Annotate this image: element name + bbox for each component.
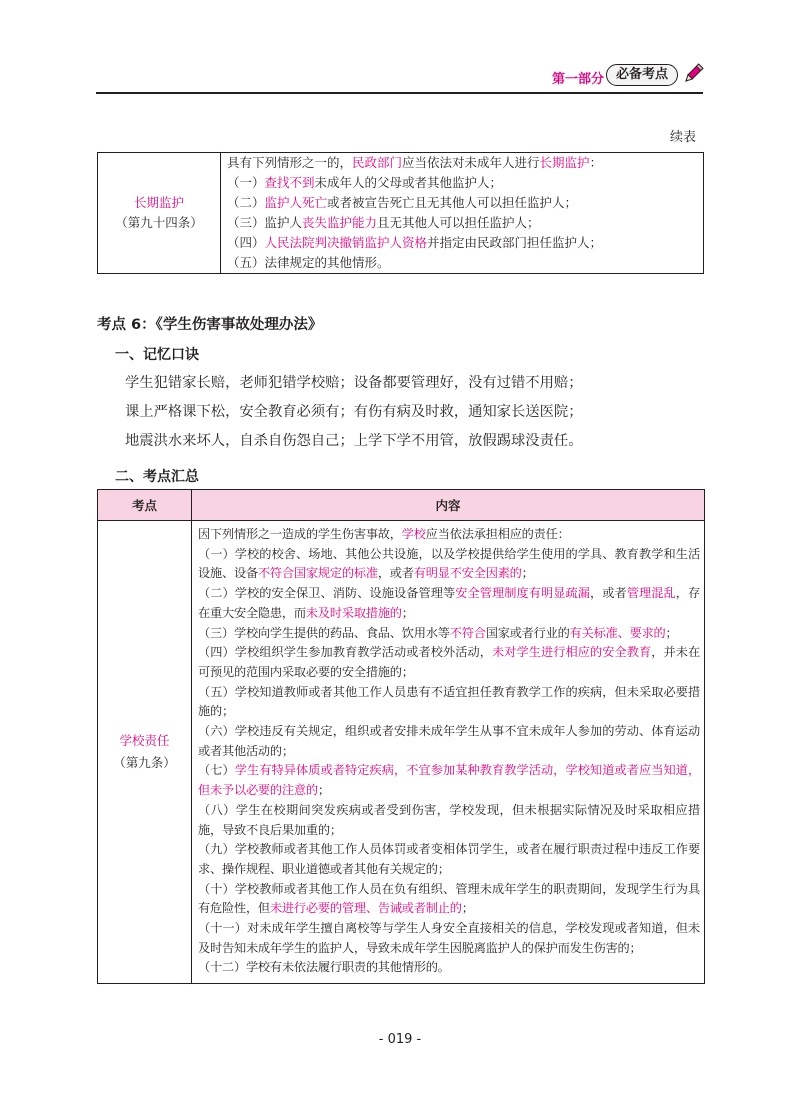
- text-segment: 具有下列情形之一的，: [227, 155, 353, 170]
- highlighted-text: 管理混乱: [626, 586, 676, 601]
- highlighted-text: 学校: [401, 527, 426, 541]
- mnemonic-line: 地震洪水来坏人，自杀自伤怨自己；上学下学不用管，放假踢球没责任。: [125, 433, 583, 449]
- pencil-icon: [682, 62, 704, 86]
- highlighted-text: 未及时采取措施的: [305, 605, 402, 620]
- content-paragraph: [198, 584, 700, 623]
- content-paragraph: [198, 722, 700, 761]
- highlighted-text: 长期监护: [539, 155, 590, 170]
- content-paragraph: [198, 624, 700, 644]
- text-segment: ；: [461, 901, 474, 916]
- column-header-topic: 考点: [98, 490, 192, 521]
- guardianship-table: [97, 152, 704, 274]
- text-segment: ；: [521, 566, 534, 581]
- highlighted-text: 不符合: [449, 625, 486, 640]
- content-paragraph: [198, 643, 700, 682]
- content-paragraph: [198, 761, 700, 800]
- text-segment: （四）: [227, 235, 265, 250]
- text-segment: ：: [589, 155, 603, 170]
- text-segment: （三）监护人: [227, 215, 303, 230]
- text-segment: ；: [317, 783, 330, 798]
- text-segment: （八）学生在校期间突发疾病或者受到伤害，学校发现，但未根据实际情况及时采取相应措施，导致不良后果加重的；: [198, 802, 700, 837]
- text-segment: （十一）对未成年学生擅自离校等与学生人身安全直接相关的信息，学校发现或者知道，但未及时告知未成年学生的监护人，导致未成年学生因脱离监护人的保护而发生伤害的；: [198, 921, 700, 955]
- text-segment: 并指定由民政部门担任监护人；: [427, 235, 603, 250]
- text-segment: （七）: [198, 763, 235, 778]
- highlighted-text: 有明显不安全因素的: [413, 566, 522, 581]
- content-line: [227, 253, 703, 273]
- text-segment: ，存在重大安全隐患，而: [198, 586, 700, 620]
- text-segment: （六）学校违反有关规定，组织或者安排未成年学生从事不宜未成年人参加的劳动、体育运动或者其他活动的；: [198, 724, 700, 758]
- content-paragraph: [198, 958, 700, 978]
- text-segment: 应当依法承担相应的责任：: [425, 527, 570, 541]
- guardianship-topic-cell: [98, 153, 221, 274]
- highlighted-text: 人民法院判决撤销监护人资格: [264, 235, 428, 250]
- text-segment: （十二）学校有未依法履行职责的其他情形的。: [198, 960, 450, 975]
- guardianship-article: （第九十四条）: [115, 215, 203, 230]
- header-badge: 必备考点: [606, 64, 678, 86]
- school-liability-topic-cell: [98, 521, 192, 984]
- guardianship-content: [221, 153, 704, 274]
- content-line: [227, 173, 703, 193]
- text-segment: 国家或者行业的: [485, 625, 570, 640]
- column-header-content: 内容: [192, 490, 705, 521]
- text-segment: （一）学校的校舍、场地、其他公共设施，以及学校提供给学生使用的学具、教育教学和生活设施、设备: [198, 546, 700, 581]
- text-segment: ，并未在可预见的范围内采取必要的安全措施的；: [198, 645, 700, 679]
- text-segment: ；: [665, 625, 678, 640]
- continued-label: 续表: [669, 130, 696, 145]
- text-segment: 应当依法对未成年人进行: [402, 155, 540, 170]
- highlighted-text: 不符合国家规定的标准: [257, 566, 378, 581]
- content-line: [227, 233, 703, 253]
- text-segment: ，或者: [589, 586, 627, 601]
- text-segment: （二）: [227, 195, 265, 210]
- highlighted-text: 未进行必要的管理、告诫或者制止的: [269, 901, 462, 916]
- content-paragraph: [198, 545, 700, 584]
- text-segment: （三）学校向学生提供的药品、食品、饮用水等: [198, 625, 450, 640]
- school-liability-content: [192, 521, 705, 984]
- highlighted-text: 监护人死亡: [264, 195, 328, 210]
- text-segment: ；: [401, 605, 414, 620]
- text-segment: 或者被宣告死亡且无其他人可以担任监护人；: [327, 195, 578, 210]
- text-segment: （九）学校教师或者其他工作人员体罚或者变相体罚学生，或者在履行职责过程中违反工作要求、操作规程、职业道德或者其他有关规定的；: [198, 842, 700, 876]
- summary-heading: 二、考点汇总: [115, 469, 199, 485]
- highlighted-text: 有关标准、要求的: [569, 625, 666, 640]
- content-paragraph: [198, 801, 700, 840]
- highlighted-text: 丧失监护能力: [302, 215, 378, 230]
- text-segment: （十）学校教师或者其他工作人员在负有组织、管理未成年学生的职责期间，发现学生行为具有危险性，但: [198, 881, 700, 916]
- page-header: [96, 62, 708, 92]
- text-segment: 且无其他人可以担任监护人；: [377, 215, 540, 230]
- content-line: [227, 213, 703, 233]
- text-segment: （一）: [227, 175, 265, 190]
- text-segment: ，或者: [377, 566, 414, 581]
- text-segment: （五）法律规定的其他情形。: [227, 255, 390, 270]
- content-paragraph: [198, 683, 700, 722]
- header-part-label: 第一部分: [551, 72, 604, 87]
- highlighted-text: 查找不到: [264, 175, 315, 190]
- mnemonic-heading: 一、记忆口诀: [115, 347, 199, 363]
- highlighted-text: 安全管理制度有明显疏漏: [455, 586, 590, 601]
- content-paragraph: [198, 919, 700, 958]
- mnemonic-line: 课上严格课下松，安全教育必须有；有伤有病及时救，通知家长送医院；: [125, 404, 583, 420]
- mnemonic-line: 学生犯错家长赔，老师犯错学校赔；设备都要管理好，没有过错不用赔；: [125, 375, 583, 391]
- text-segment: 因下列情形之一造成的学生伤害事故，: [198, 527, 402, 541]
- highlighted-text: 民政部门: [352, 155, 403, 170]
- section-title: 考点 6：《学生伤害事故处理办法》: [97, 317, 323, 333]
- highlighted-text: 未对学生进行相应的安全教育: [492, 645, 652, 660]
- header-divider: [96, 92, 703, 94]
- text-segment: （四）学校组织学生参加教育教学活动或者校外活动，: [198, 645, 492, 660]
- content-paragraph: [198, 840, 700, 879]
- content-line: [227, 193, 703, 213]
- text-segment: （二）学校的安全保卫、消防、设施设备管理等: [198, 586, 456, 601]
- school-liability-table: [97, 489, 705, 984]
- guardianship-title: 长期监护: [133, 195, 184, 210]
- school-liability-article: （第九条）: [113, 755, 176, 771]
- page-number: - 019 -: [378, 1032, 422, 1047]
- text-segment: （五）学校知道教师或者其他工作人员患有不适宜担任教育教学工作的疾病，但未采取必要措施的；: [198, 684, 700, 719]
- highlighted-text: 学生有特异体质或者特定疾病，不宜参加某种教育教学活动，学校知道或者应当知道，但未予以必要的注意的: [198, 763, 700, 798]
- text-segment: 未成年人的父母或者其他监护人；: [314, 175, 503, 190]
- school-liability-title: 学校责任: [119, 733, 170, 749]
- content-paragraph: [198, 525, 700, 545]
- content-line: [227, 153, 703, 173]
- content-paragraph: [198, 880, 700, 919]
